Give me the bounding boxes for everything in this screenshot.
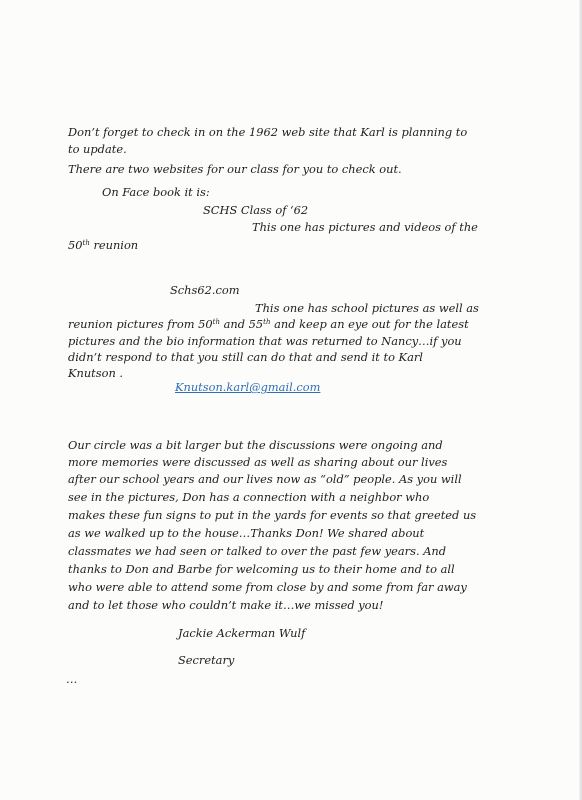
- reunion-paragraph-line: and to let those who couldn’t make it…we missed you!: [68, 598, 384, 612]
- website-desc-part-b: and 55: [219, 317, 264, 331]
- facebook-desc-line-1: This one has pictures and videos of the: [252, 220, 478, 234]
- reunion-paragraph-line: Our circle was a bit larger but the discussions were ongoing and: [68, 438, 443, 452]
- reunion-paragraph-line: see in the pictures, Don has a connection with a neighbor who: [68, 490, 430, 504]
- email-link[interactable]: Knutson.karl@gmail.com: [175, 380, 321, 394]
- ordinal-suffix: th: [212, 318, 220, 326]
- website-desc-line-4: didn’t respond to that you still can do that and send it to Karl: [68, 350, 423, 364]
- ordinal-suffix: th: [263, 318, 271, 326]
- facebook-intro: On Face book it is:: [102, 185, 210, 199]
- facebook-desc-line-2: [68, 238, 138, 252]
- trailing-ellipsis: …: [66, 672, 78, 686]
- reminder-line-2: to update.: [68, 142, 127, 156]
- reunion-paragraph-line: as we walked up to the house…Thanks Don! We shared about: [68, 526, 425, 540]
- reunion-paragraph-line: thanks to Don and Barbe for welcoming us to their home and to all: [68, 562, 455, 576]
- reunion-paragraph-line: classmates we had seen or talked to over the past few years. And: [68, 544, 447, 558]
- signature-name: Jackie Ackerman Wulf: [178, 626, 306, 640]
- website-desc-line-1: This one has school pictures as well as: [255, 301, 479, 315]
- reunion-paragraph-line: after our school years and our lives now as “old” people. As you will: [68, 472, 462, 486]
- reunion-paragraph-line: more memories were discussed as well as sharing about our lives: [68, 455, 448, 469]
- website-desc-line-3: pictures and the bio information that was returned to Nancy…if you: [68, 334, 462, 348]
- website-desc-line-2: [68, 317, 469, 331]
- facebook-group-name: SCHS Class of ‘62: [203, 203, 309, 217]
- ordinal-suffix: th: [82, 239, 90, 247]
- websites-intro: There are two websites for our class for you to check out.: [68, 162, 402, 176]
- website-name: Schs62.com: [170, 283, 240, 297]
- reunion-paragraph-line: makes these fun signs to put in the yards for events so that greeted us: [68, 508, 477, 522]
- reminder-line-1: Don’t forget to check in on the 1962 web site that Karl is planning to: [68, 125, 468, 139]
- reunion-number: 50: [68, 238, 83, 252]
- website-desc-line-5: Knutson .: [68, 366, 124, 380]
- website-desc-part-a: reunion pictures from 50: [68, 317, 213, 331]
- signature-title: Secretary: [178, 653, 235, 667]
- reunion-paragraph-line: who were able to attend some from close by and some from far away: [68, 580, 467, 594]
- website-desc-part-c: and keep an eye out for the latest: [270, 317, 469, 331]
- reunion-word: reunion: [89, 238, 139, 252]
